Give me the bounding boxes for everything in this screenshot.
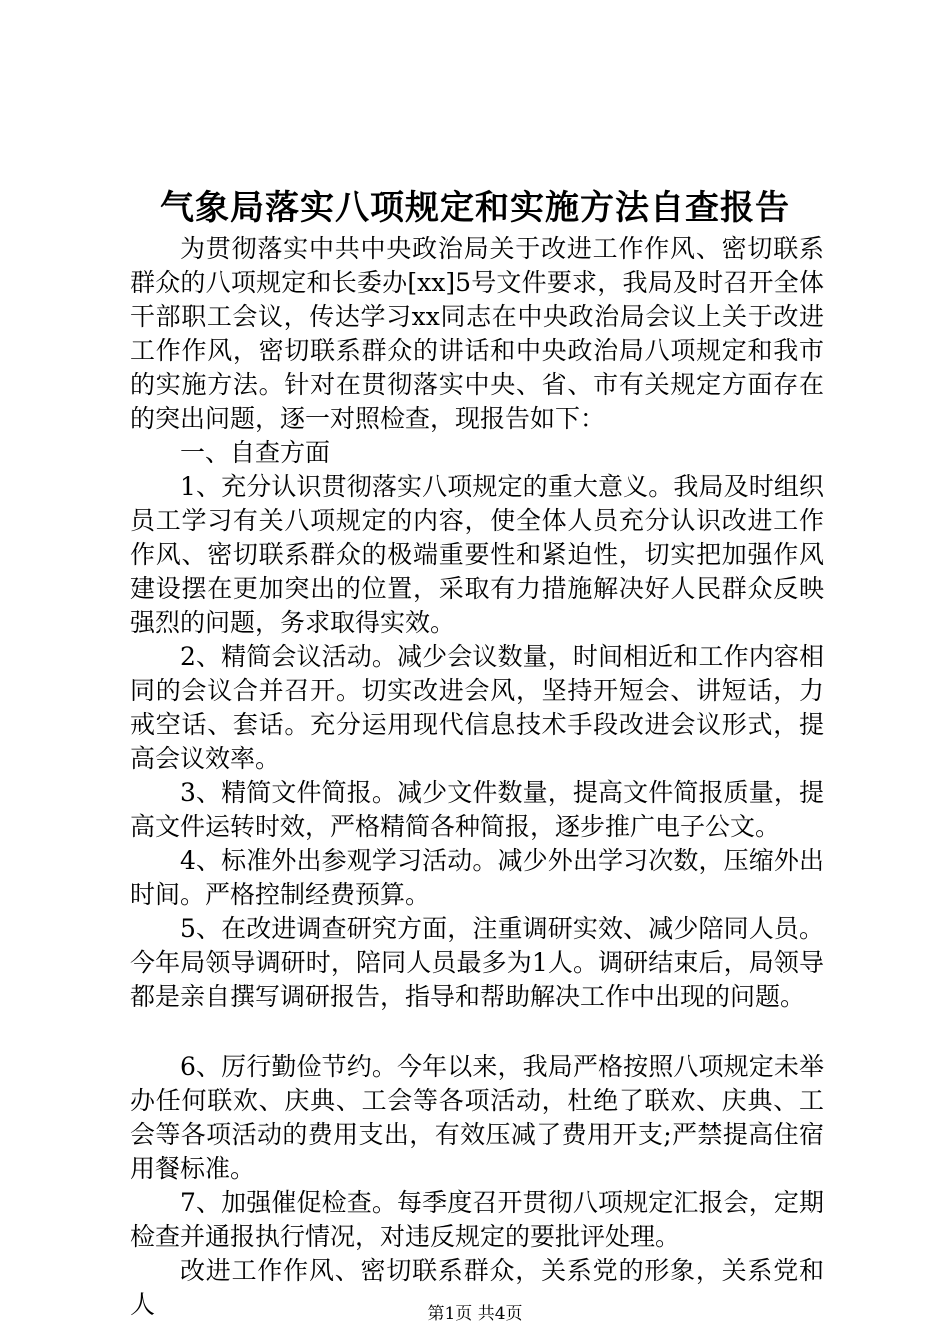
paragraph-item-1: 1、充分认识贯彻落实八项规定的重大意义。我局及时组织员工学习有关八项规定的内容，使全体人员充分认识改进工作作风、密切联系群众的极端重要性和紧迫性，切实把加强作风建设摆在更加突出的位置，采取有力措施解决好人民群众反映强烈的问题，务求取得实效。 xyxy=(130,472,824,637)
paragraph-item-6: 6、厉行勤俭节约。今年以来，我局严格按照八项规定未举办任何联欢、庆典、工会等各项活动，杜绝了联欢、庆典、工会等各项活动的费用支出，有效压减了费用开支;严禁提高住宿用餐标准。 xyxy=(130,1052,824,1183)
paragraph-conclusion: 改进工作作风、密切联系群众，关系党的形象，关系党和人 xyxy=(130,1256,824,1319)
paragraph-item-7: 7、加强催促检查。每季度召开贯彻八项规定汇报会，定期检查并通报执行情况，对违反规定的要批评处理。 xyxy=(130,1188,824,1251)
paragraph-item-3: 3、精简文件简报。减少文件数量，提高文件简报质量，提高文件运转时效，严格精简各种简报，逐步推广电子公文。 xyxy=(130,778,824,841)
document-body xyxy=(130,232,824,1322)
page-footer: 第1页 共4页 xyxy=(427,1304,523,1324)
paragraph-item-2: 2、精简会议活动。减少会议数量，时间相近和工作内容相同的会议合并召开。切实改进会风，坚持开短会、讲短话，力戒空话、套话。充分运用现代信息技术手段改进会议形式，提高会议效率。 xyxy=(130,642,824,773)
paragraph-intro: 为贯彻落实中共中央政治局关于改进工作作风、密切联系群众的八项规定和长委办[xx]5号文件要求，我局及时召开全体干部职工会议，传达学习xx同志在中央政治局会议上关于改进工作作风，密切联系群众的讲话和中央政治局八项规定和我市的实施方法。针对在贯彻落实中央、省、市有关规定方面存在的突出问题，逐一对照检查，现报告如下： xyxy=(130,234,824,433)
paragraph-item-4: 4、标准外出参观学习活动。减少外出学习次数，压缩外出时间。严格控制经费预算。 xyxy=(130,846,824,909)
section-heading: 一、自查方面 xyxy=(180,438,331,467)
paragraph-item-5: 5、在改进调查研究方面，注重调研实效、减少陪同人员。今年局领导调研时，陪同人员最多为1人。调研结束后，局领导都是亲自撰写调研报告，指导和帮助解决工作中出现的问题。 xyxy=(130,914,824,1011)
document-title: 气象局落实八项规定和实施方法自查报告 xyxy=(160,188,790,228)
